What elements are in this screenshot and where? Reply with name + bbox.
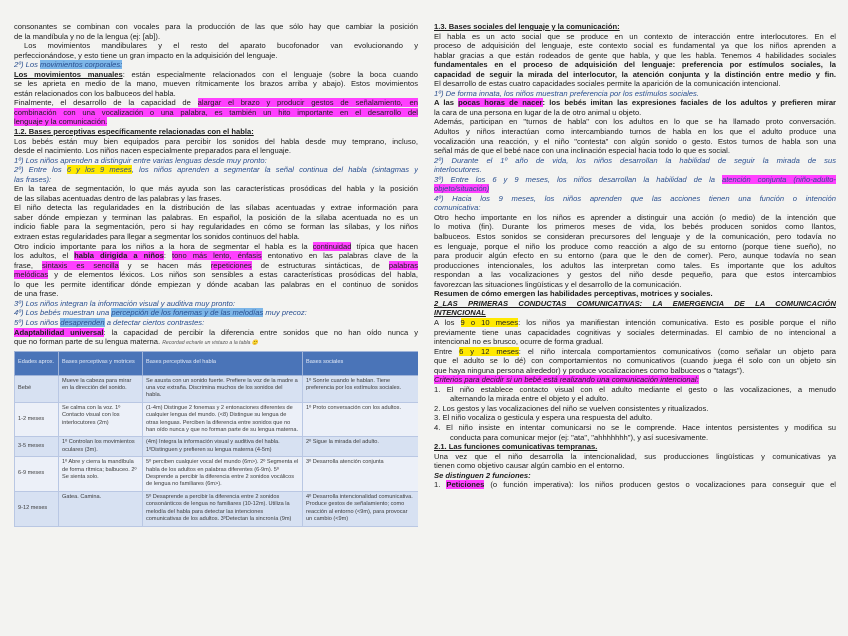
highlight-pink: alargar el brazo y producir gestos de señalamiento, en bbox=[197, 98, 418, 108]
highlight-pink: Criterios para decidir si un bebé está realizando una comunicación intencional: bbox=[434, 375, 699, 385]
highlight-blue: percepción de los fonemas y de las melodías bbox=[111, 308, 264, 318]
right-column bbox=[434, 22, 836, 628]
text-line: lo motiva (fin). Durante los primeros meses de vida, los bebés producen sonidos como llantos, bbox=[434, 222, 836, 232]
text-line: Además, participan en "turnos de habla" con los adultos en lo que se ha llamado proto conversación. bbox=[434, 117, 836, 127]
text-span: 2º) Los bbox=[14, 60, 40, 70]
text-line: de una frase. bbox=[14, 289, 59, 299]
text-line: Los movimientos mandibulares y el resto del aparato bucofonador van evolucionando y bbox=[24, 41, 418, 51]
text-span: , los niños aprenden a segmentar la señal continua del habla (sintagmas y bbox=[131, 165, 418, 175]
text-line: balbuceos. Estos sonidos se consideran precursores del lenguaje y de la comunicación, pero todavía no bbox=[434, 232, 836, 242]
text-line: El habla es un acto social que se produce en un contexto de interacción entre interlocutores. En el bbox=[434, 31, 836, 41]
text-line: Los bebés están muy bien equipados para percibir los sonidos del habla desde muy temprano, incluso, bbox=[14, 136, 418, 146]
subheading bbox=[14, 165, 418, 175]
table-header-cell: Bases perceptivas y motrices bbox=[59, 351, 143, 375]
text-line bbox=[14, 251, 418, 261]
text-line: consonantes se combinan con vocales para la producción de las que sólo hay que cambiar la posición bbox=[14, 22, 418, 31]
text-line: El desarrollo de estas cuatro capacidades sociales permite la aparición de la comunicación intencional. bbox=[434, 79, 781, 89]
subheading: comunicativa: bbox=[434, 203, 481, 213]
subheading: interlocutores. bbox=[434, 165, 482, 175]
table-cell: 5º perciben cualquier vocal del mundo (6m>). 2º Segmenta el habla de los adultos en palabras diferentes (6-9m). 5º Desprende a percibir la diferencia entre 2 sonidos vocálicos de lengua no familiares (6m>). bbox=[143, 457, 303, 492]
highlight-yellow: 6 y los 9 meses bbox=[66, 165, 132, 175]
text-line: En la tarea de segmentación, lo que más ayuda son las características prosódicas del habla y la posición bbox=[14, 184, 418, 194]
text-line: es lenguaje, porque el niño los produce como reacción a algo de su entorno (porque tiene sueño), no bbox=[434, 241, 836, 251]
text-span: 4º) Los bebés muestran una bbox=[14, 308, 112, 318]
text-line: El niño detecta las regularidades en la distribución de las sílabas acentuadas y extrae información para bbox=[14, 203, 418, 213]
subheading bbox=[434, 184, 836, 194]
table-cell: 3-5 meses bbox=[15, 437, 59, 457]
subheading: Se distinguen 2 funciones: bbox=[434, 470, 531, 480]
highlight-pink: Adaptabilidad universal bbox=[14, 327, 104, 337]
text-line: lo que les permite identificar dónde empiezan y dónde acaban las palabras en el continuo de sonidos bbox=[14, 279, 418, 289]
table-cell: 5º Desaprende a percibir la diferencia entre 2 sonidos consonánticos de lengua no familiares (10-12m). Utiliza la melodía del habla para detectar las intenciones comunicativas de los adultos. 3ºDetectan la sincronía (9m) bbox=[143, 491, 303, 526]
table-cell: 9-12 meses bbox=[15, 491, 59, 526]
table-cell: Bebé bbox=[15, 375, 59, 402]
table-header-row bbox=[15, 351, 419, 375]
text-line: previamente tiene unas capacidades cognitivas y sociales determinadas. El cambio de no intencional a bbox=[434, 327, 836, 337]
subheading: las frases): bbox=[14, 174, 52, 184]
text-span: que no forman parte de su lengua materna. bbox=[14, 337, 163, 347]
text-span: : el niño intercala comportamientos comunicativos (como señalar un objeto para bbox=[518, 346, 836, 356]
text-span: Entre bbox=[434, 346, 460, 356]
subheading bbox=[434, 175, 836, 185]
highlight-pink: habla dirigida a niños bbox=[74, 251, 164, 261]
list-item bbox=[434, 480, 836, 490]
table-cell: 1º Abre y cierra la mandíbula de forma rítmica; balbuceo. 2º Se sienta solo. bbox=[59, 457, 143, 492]
table-cell: Gatea. Camina. bbox=[59, 491, 143, 526]
table-cell: Se calma con la voz. 1º Contacto visual con los interlocutores (2m) bbox=[59, 402, 143, 437]
table-cell: Mueve la cabeza para mirar en la dirección del sonido. bbox=[59, 375, 143, 402]
highlight-pink: pocas horas de nacer bbox=[458, 98, 543, 108]
development-table bbox=[14, 351, 418, 527]
text-line: desde el nacimiento. Los niños nacen especialmente preparados para el lenguaje. bbox=[14, 146, 291, 156]
text-line bbox=[434, 98, 836, 108]
text-span: A las bbox=[434, 98, 459, 108]
highlight-yellow: 9 o 10 meses bbox=[460, 317, 519, 327]
subheading: 1º) Los niños aprenden a distinguir entre varias lenguas desde muy pronto: bbox=[14, 155, 267, 165]
text-span: y se hacen más bbox=[118, 260, 211, 270]
highlight-pink: objeto/situación) bbox=[434, 184, 490, 194]
text-line: que el adulto se lo dé) con comportamientos no comunicativos (cuando juega él solo con un objeto sin bbox=[434, 356, 836, 366]
table-row bbox=[15, 375, 419, 402]
text-span: y de elementos léxicos. Los niños son sensibles a estas características prosódicas del habla, bbox=[48, 270, 418, 280]
text-line: Otro hecho importante en los niños es aprender a distinguir una acción (o medio) de la intención que bbox=[434, 212, 836, 222]
highlight-pink: combinación con una vocalización o una palabra, es también un hito importante en el desarrollo del bbox=[14, 107, 418, 117]
text-span: muy precoz: bbox=[263, 308, 307, 318]
text-line: perfeccionándose, y esto tiene un gran impacto en la adquisición del lenguaje. bbox=[14, 50, 278, 60]
text-line: de las sílabas acentuadas dentro de las palabras y las frases. bbox=[14, 193, 222, 203]
text-line: indicio fiable para la segmentación, pero si hay regularidades en cómo se forman las sílabas, y los niños bbox=[14, 222, 418, 232]
table-row bbox=[15, 402, 419, 437]
text-line: señal más de que el bebé nace con una inclinación especial hacia todo lo que es social. bbox=[434, 146, 730, 156]
table-cell: 1º Sonríe cuando le hablan. Tiene preferencia por los estímulos sociales. bbox=[303, 375, 419, 402]
left-column bbox=[14, 22, 418, 628]
section-heading: 1.3. Bases sociales del lenguaje y la comunicación: bbox=[434, 22, 620, 31]
table-cell: 6-9 meses bbox=[15, 457, 59, 492]
text-line: producciones intencionales, los adultos las interpretan como tales. Es importante que los adultos bbox=[434, 260, 836, 270]
text-line: se les aprieta en medio de la mano, mueven rítmicamente los brazos arriba y abajo). Estos movimientos bbox=[14, 79, 418, 89]
text-line bbox=[14, 98, 418, 108]
text-line bbox=[14, 70, 418, 80]
text-line: proceso de adquisición del lenguaje, este contexto social es fundamental ya que los niños aprenden a bbox=[434, 41, 836, 51]
highlight-pink: sintaxis es sencilla bbox=[42, 260, 119, 270]
text-span: Finalmente, el desarrollo de la capacidad de bbox=[14, 98, 198, 108]
text-line: intencional no es brusco, ocurre de forma gradual. bbox=[434, 337, 604, 347]
subheading bbox=[14, 318, 418, 328]
list-item: 3. El niño vocaliza o gesticula y espera una respuesta del adulto. bbox=[434, 413, 653, 423]
highlight-blue: movimientos corporales: bbox=[40, 60, 123, 70]
text-span: los adultos, el bbox=[14, 251, 75, 261]
text-line: Resumen de cómo emergen las habilidades perceptivas, motrices y sociales. bbox=[434, 289, 713, 299]
text-line: favorezcan las situaciones lingüísticas y el desarrollo de la comunicación. bbox=[434, 279, 682, 289]
table-row bbox=[15, 437, 419, 457]
text-span: : los niños ya manifiestan intención comunicativa. Esto es posible porque el niño bbox=[518, 317, 836, 327]
table-cell: (1-4m) Distingue 2 fonemas y 2 entonaciones diferentes de cualquier lengua del mundo. (<8) Distingue su lengua de otras lenguas. Perciben la diferencia entre sonidos que no han oído nunca y que no forman parte de su lengua materna. bbox=[143, 402, 303, 437]
section-heading: 2_LAS PRIMERAS CONDUCTAS COMUNICATIVAS: LA EMERGENCIA DE LA COMUNICACIÓN bbox=[434, 298, 836, 308]
table-cell: 3º Desarrolla atención conjunta bbox=[303, 457, 419, 492]
text-span: : bbox=[163, 251, 172, 261]
text-span: Los movimientos manuales bbox=[14, 69, 123, 79]
text-span: Otro indicio importante para los niños a la hora de segmentar el habla es la bbox=[14, 241, 313, 251]
table-cell: 2º Sigue la mirada del adulto. bbox=[303, 437, 419, 457]
list-item: 4. El niño insiste en intentar comunicarsi no se le comprende. Hace intentos persistentes y modifica su bbox=[434, 422, 836, 432]
highlight-pink: continuidad bbox=[312, 241, 352, 251]
text-line: Adultos y niños interactúan como intercambiando turnos de habla en los que el adulto produce una bbox=[434, 127, 836, 137]
text-span: (o función imperativa): los niños producen gestos o vocalizaciones para conseguir que el bbox=[484, 480, 836, 490]
text-line bbox=[14, 328, 418, 338]
text-line bbox=[434, 318, 836, 328]
list-item-cont: conducta para comunicar mejor (ej: "ata", "ahhhhhhh"), y así sucesivamente. bbox=[450, 432, 709, 442]
table-cell: 1-2 meses bbox=[15, 402, 59, 437]
highlight-pink: repeticiones bbox=[210, 260, 252, 270]
text-line: la cara de una persona en lugar de la de otro animal u objeto. bbox=[434, 107, 642, 117]
text-line: están relacionados con los balbuceos del habla. bbox=[14, 88, 176, 98]
highlight-yellow: 6 y 12 meses bbox=[459, 346, 519, 356]
highlight-pink: Peticiones bbox=[446, 480, 485, 490]
text-line bbox=[14, 337, 418, 347]
text-line: respondan a las vocalizaciones y gestos del niño desde pequeño, para que estos intercambios bbox=[434, 270, 836, 280]
text-span: típica que hacen bbox=[351, 241, 418, 251]
text-span: 1. bbox=[434, 480, 447, 490]
highlight-pink: melódicas bbox=[14, 270, 49, 280]
highlight-pink: tono más lento, énfasis bbox=[171, 251, 262, 261]
highlight-pink: atención conjunta (niño-adulto- bbox=[721, 174, 836, 184]
text-line bbox=[14, 261, 418, 271]
text-line: hablar gracias a que están rodeados de gente que habla, y que les habla. Tenemos 4 habilidades sociales bbox=[434, 50, 836, 60]
table-cell: (4m) Integra la información visual y auditiva del habla. 1ºDistinguen y prefieren su lengua materna (4-5m) bbox=[143, 437, 303, 457]
highlight-pink: palabras bbox=[388, 260, 418, 270]
text-span: : la capacidad de percibir la diferencia entre sonidos que no han oído nunca y bbox=[103, 327, 418, 337]
text-span: A los bbox=[434, 317, 461, 327]
text-line: para producir algún efecto en su entorno (para que le den de comer). Pero, aunque todavía no sean bbox=[434, 251, 836, 261]
text-span: frase, bbox=[14, 260, 43, 270]
text-span: 3º) Entre los 6 y 9 meses, los niños desarrollan la habilidad de la bbox=[434, 174, 722, 184]
section-heading: INTENCIONAL bbox=[434, 308, 486, 318]
list-item: 1. El niño establece contacto visual con el adulto mediante el gesto o las vocalizaciones, a menudo bbox=[434, 384, 836, 394]
subheading: 4º) Hacia los 9 meses, los niños aprenden que las acciones tienen una función o intención bbox=[434, 193, 836, 203]
text-span: : están especialmente relacionados con el lenguaje (sobre la boca cuando bbox=[122, 69, 418, 79]
text-span: 5º) Los niños bbox=[14, 317, 61, 327]
table-cell: Se asusta con un sonido fuerte. Prefiere la voz de la madre a una voz extraña. Discrimina muchos de los sonidos del habla. bbox=[143, 375, 303, 402]
text-line bbox=[14, 270, 418, 280]
text-line bbox=[14, 117, 418, 127]
subheading bbox=[14, 308, 418, 318]
table-cell: 4º Desarrolla intencionalidad comunicativa. Produce gestos de señalamiento; como reacción al entorno (<9m), para provocar un cambio (<9m) bbox=[303, 491, 419, 526]
text-line: de la mandíbula y no de la lengua (ej: [ab]). bbox=[14, 31, 161, 41]
text-span: entonativo en las palabras clave de la bbox=[261, 251, 418, 261]
text-line: fundamentales en el proceso de adquisición del lenguaje: preferencia por estímulos sociales, la bbox=[434, 60, 836, 70]
text-line: capacidad de seguir la mirada del interlocutor, la atención conjunta y la distinción entre medio y fin. bbox=[434, 69, 836, 79]
table-header-cell: Bases sociales bbox=[303, 351, 419, 375]
text-line: Una vez que el niño desarrolla la intencionalidad, sus producciones lingüísticas y comunicativas ya bbox=[434, 451, 836, 461]
text-line: tienen como objetivo causar algún cambio en el entorno. bbox=[434, 461, 625, 471]
text-span: a detectar ciertos contrastes: bbox=[104, 317, 205, 327]
text-span: 2º) Entre los bbox=[14, 165, 67, 175]
section-heading: 2.1. Las funciones comunicativas tempranas. bbox=[434, 442, 598, 452]
table-cell: 1º Proto conversación con los adultos. bbox=[303, 402, 419, 437]
table-row bbox=[15, 457, 419, 492]
text-line bbox=[434, 347, 836, 357]
table-header-cell: Bases perceptivas del habla bbox=[143, 351, 303, 375]
list-item-cont: alternando la mirada entre el objeto y el adulto. bbox=[450, 394, 609, 404]
text-line: vocalización una reacción, y el niño "contesta" con algún sonido o gesto. Estos turnos de habla son una bbox=[434, 136, 836, 146]
subheading: 1º) De forma innata, los niños muestran preferencia por los estímulos sociales. bbox=[434, 88, 699, 98]
text-line: saber dónde empiezan y terminan las palabras. En español, la posición de la sílaba acentuada no es un bbox=[14, 212, 418, 222]
list-item: 2. Los gestos y las vocalizaciones del niño se vuelven consistentes y ritualizados. bbox=[434, 403, 709, 413]
table-cell: 1º Controlan los movimientos oculares (3m). bbox=[59, 437, 143, 457]
subheading: 3º) Los niños integran la información visual y auditiva muy pronto: bbox=[14, 298, 235, 308]
subheading bbox=[434, 375, 836, 385]
subheading: 2º) Durante el 1º año de vida, los niños desarrollan la habilidad de seguir la mirada de sus bbox=[434, 155, 836, 165]
text-line: extraen estas regularidades para llegar a segmentar los sonidos continuos del habla. bbox=[14, 232, 300, 242]
subheading-body-movements bbox=[14, 60, 418, 70]
highlight-blue: desaprenden bbox=[60, 317, 105, 327]
text-span: de estructuras sintácticas, de bbox=[251, 260, 389, 270]
table-note: Recordad echarle un vistazo a la tabla 🙂 bbox=[162, 340, 259, 347]
highlight-pink: lenguaje y la comunicación. bbox=[14, 117, 108, 127]
text-line bbox=[14, 242, 418, 252]
table-header-cell: Edades aprox. bbox=[15, 351, 59, 375]
section-heading: 1.2. Bases perceptivas específicamente relacionadas con el habla: bbox=[14, 127, 254, 137]
table-row bbox=[15, 491, 419, 526]
text-span: : los bebés imitan las expresiones faciales de los adultos y prefieren mirar bbox=[542, 98, 836, 108]
text-line: que haya ninguna persona alrededor) y produce vocalizaciones como balbuceos o "tatags"). bbox=[434, 365, 745, 375]
